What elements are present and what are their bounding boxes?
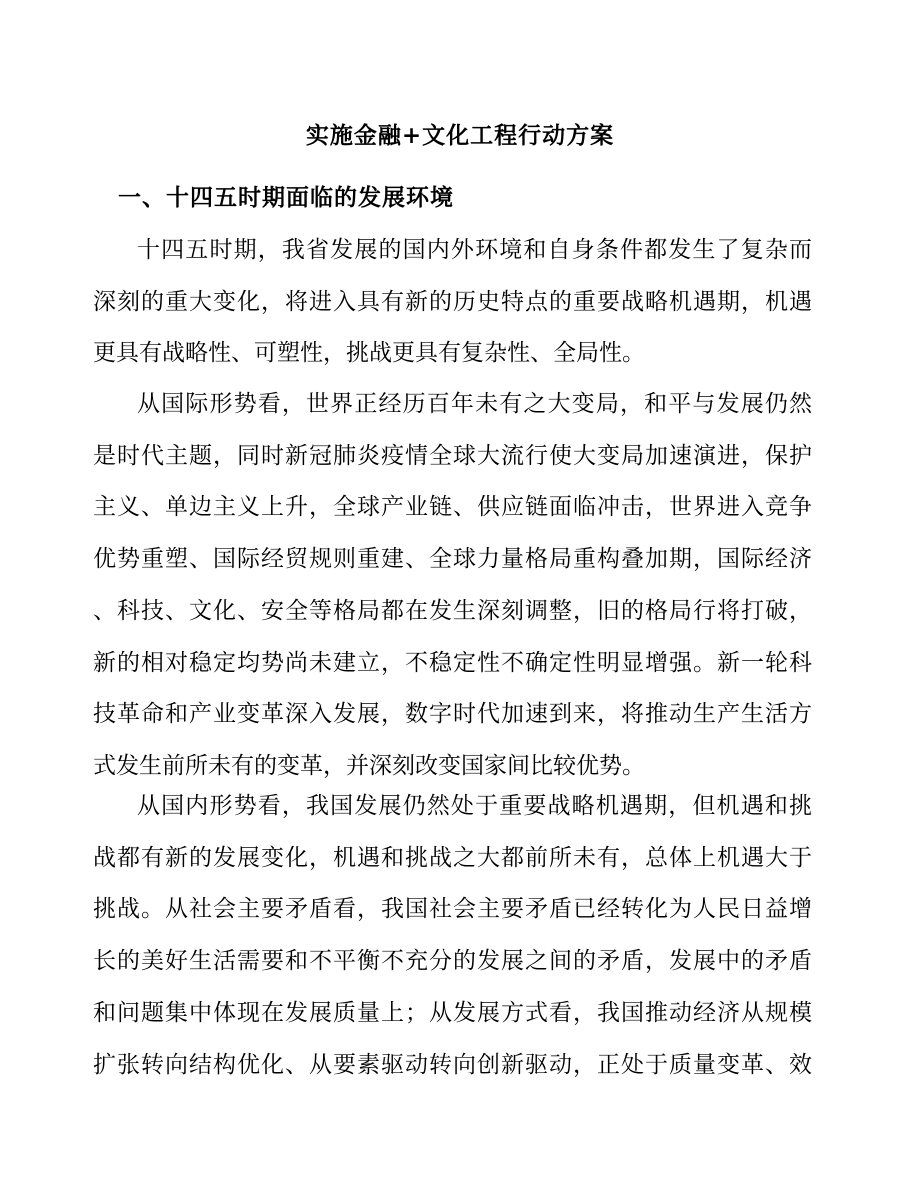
paragraph-line: 十四五时期，我省发展的国内外环境和自身条件都发生了复杂而: [137, 237, 814, 263]
paragraph-line: 式发生前所未有的变革，并深刻改变国家间比较优势。: [93, 752, 645, 779]
paragraph-line: 更具有战略性、可塑性，挑战更具有复杂性、全局性。: [93, 340, 645, 367]
paragraph-line: 从国际形势看，世界正经历百年未有之大变局，和平与发展仍然: [137, 391, 814, 417]
section-heading: 一、十四五时期面临的发展环境: [118, 184, 454, 211]
paragraph-line: 挑战。从社会主要矛盾看，我国社会主要矛盾已经转化为人民日益增: [93, 896, 813, 923]
document-title: 实施金融+文化工程行动方案: [305, 122, 615, 149]
paragraph-line: 扩张转向结构优化、从要素驱动转向创新驱动，正处于质量变革、效: [93, 1051, 813, 1078]
paragraph-line: 优势重塑、国际经贸规则重建、全球力量格局重构叠加期，国际经济: [93, 546, 813, 573]
paragraph-line: 是时代主题，同时新冠肺炎疫情全球大流行使大变局加速演进，保护: [93, 442, 813, 469]
paragraph-line: 深刻的重大变化，将进入具有新的历史特点的重要战略机遇期，机遇: [93, 288, 813, 315]
paragraph-line: 技革命和产业变革深入发展，数字时代加速到来，将推动生产生活方: [93, 701, 813, 728]
paragraph-line: 和问题集中体现在发展质量上；从发展方式看，我国推动经济从规模: [93, 999, 813, 1026]
paragraph-line: 新的相对稳定均势尚未建立，不稳定性不确定性明显增强。新一轮科: [93, 649, 813, 676]
paragraph-line: 从国内形势看，我国发展仍然处于重要战略机遇期，但机遇和挑: [137, 793, 814, 819]
paragraph-line: 战都有新的发展变化，机遇和挑战之大都前所未有，总体上机遇大于: [93, 844, 813, 871]
paragraph-line: 主义、单边主义上升，全球产业链、供应链面临冲击，世界进入竞争: [93, 494, 813, 521]
paragraph-line: 长的美好生活需要和不平衡不充分的发展之间的矛盾，发展中的矛盾: [93, 948, 813, 975]
paragraph-line: 、科技、文化、安全等格局都在发生深刻调整，旧的格局行将打破，: [93, 597, 813, 624]
